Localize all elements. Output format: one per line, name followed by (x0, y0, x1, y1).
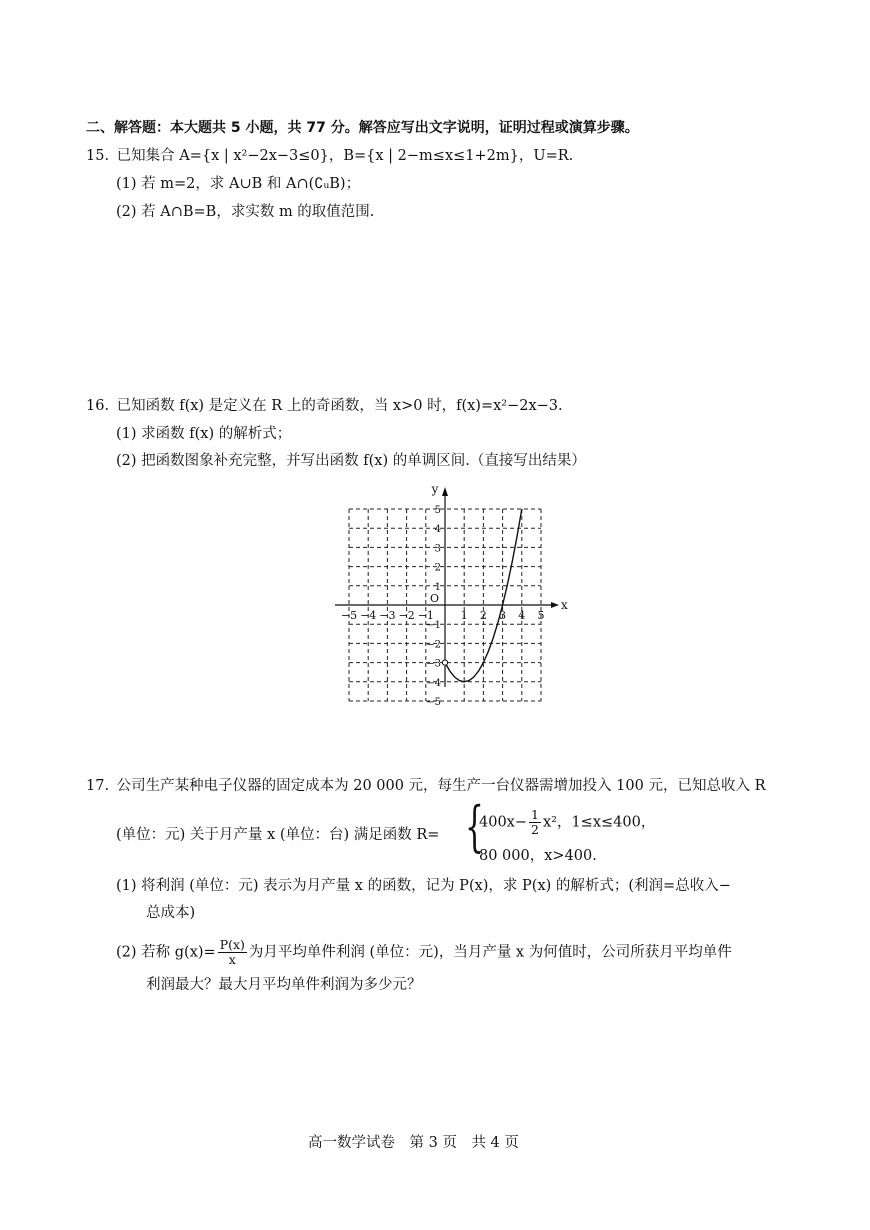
question-15-part1: (1) 若 m=2，求 A∪B 和 A∩(∁ᵤB)； (116, 176, 361, 192)
question-number: 17. (86, 778, 110, 794)
case-1-prefix: 400x− (479, 814, 528, 831)
x-tick-label: 3 (499, 609, 507, 622)
y-tick-label: −4 (426, 677, 441, 689)
y-tick-label: 1 (434, 581, 441, 593)
page-footer: 高一数学试卷 第 3 页 共 4 页 (308, 1135, 519, 1151)
part2-suffix: 为月平均单件利润 (单位：元)，当月产量 x 为何值时，公司所获月平均单件 (248, 944, 732, 961)
question-17-part1: (1) 将利润 (单位：元) 表示为月产量 x 的函数，记为 P(x)，求 P(x) 的解析式；(利润=总收入− (116, 878, 731, 894)
question-text: 已知集合 A={x | x²−2x−3≤0}，B={x | 2−m≤x≤1+2m}，U=R. (116, 148, 574, 164)
fraction-denominator: 2 (531, 822, 539, 837)
question-17-part2 (116, 938, 732, 967)
question-number: 16. (86, 398, 110, 414)
graph-curve (442, 509, 521, 682)
y-axis-arrow (442, 487, 448, 496)
fraction-denominator: x (228, 952, 236, 967)
graph-tick-labels (341, 482, 568, 708)
question-17-line2: (单位：元) 关于月产量 x (单位：台) 满足函数 R= (116, 827, 440, 843)
y-tick-label: −3 (426, 658, 441, 670)
question-15-part2: (2) 若 A∩B=B，求实数 m 的取值范围. (116, 204, 375, 220)
piecewise-case-1 (479, 808, 655, 837)
x-tick-label: −2 (398, 609, 415, 622)
x-tick-label: 1 (460, 609, 468, 622)
question-text: 公司生产某种电子仪器的固定成本为 20 000 元，每生产一台仪器需增加投入 100 元，已知总收入 R (116, 778, 766, 794)
section-heading: 二、解答题：本大题共 5 小题，共 77 分。解答应写出文字说明，证明过程或演算步骤。 (86, 120, 639, 136)
fraction-numerator: P(x) (219, 937, 245, 952)
y-tick-label: 5 (434, 505, 441, 516)
question-17-part2-cont: 利润最大？最大月平均单件利润为多少元？ (146, 977, 422, 993)
y-tick-label: −1 (426, 620, 441, 632)
case-1-suffix: x²，1≤x≤400， (542, 814, 656, 831)
y-tick-label: 3 (434, 543, 441, 555)
question-17-part1-cont: 总成本) (146, 905, 196, 921)
question-16-part1: (1) 求函数 f(x) 的解析式； (116, 426, 292, 442)
fraction-numerator: 1 (531, 807, 539, 822)
y-tick-label: −5 (426, 697, 441, 708)
x-tick-label: −5 (340, 609, 358, 622)
left-brace: { (465, 795, 484, 858)
x-tick-label: 5 (537, 609, 545, 622)
origin-label: O (429, 592, 439, 605)
fraction-p-over-x (218, 938, 247, 967)
question-16-part2: (2) 把函数图象补充完整，并写出函数 f(x) 的单调区间.（直接写出结果） (116, 453, 586, 469)
function-graph (325, 470, 575, 715)
x-axis-arrow (551, 602, 559, 608)
x-tick-label: 4 (518, 609, 526, 622)
question-15-stem (86, 146, 573, 166)
fraction-one-half (529, 808, 541, 837)
x-axis-label: x (561, 598, 568, 612)
x-tick-label: −4 (360, 609, 377, 622)
question-text: 已知函数 f(x) 是定义在 R 上的奇函数，当 x>0 时，f(x)=x²−2x−3. (116, 398, 563, 414)
part2-prefix: (2) 若称 g(x)= (116, 944, 216, 961)
question-16-stem (86, 396, 563, 416)
y-axis-label: y (431, 482, 439, 496)
x-tick-label: −3 (379, 609, 396, 622)
y-tick-label: −2 (426, 639, 441, 651)
y-tick-label: 2 (434, 562, 441, 574)
y-tick-label: 4 (434, 524, 441, 536)
question-number: 15. (86, 148, 110, 164)
open-endpoint (442, 660, 447, 665)
x-tick-label: 2 (479, 609, 487, 622)
question-17-line1 (86, 776, 765, 796)
x-tick-label: −1 (417, 609, 434, 622)
piecewise-case-2: 80 000，x>400. (479, 848, 597, 864)
